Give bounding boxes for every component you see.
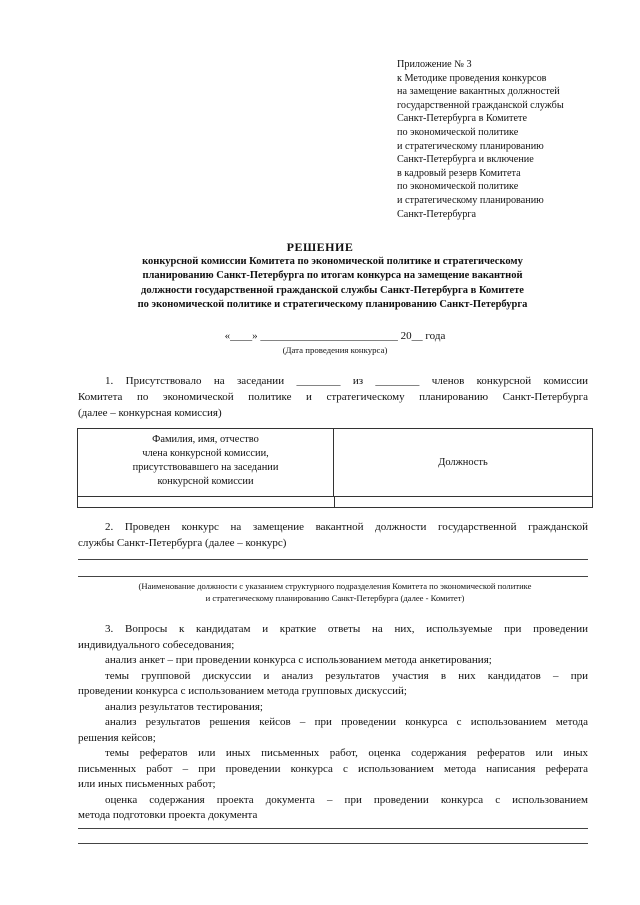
appendix-line: Санкт-Петербурга и включение: [397, 154, 534, 166]
section-3-line: или иных письменных работ;: [78, 778, 216, 790]
section-1-line: 1. Присутствовало на заседании ________ из ________ членов конкурсной комиссии: [105, 375, 588, 387]
document-subtitle: [80, 255, 585, 313]
subtitle-line: должности государственной гражданской службы Санкт-Петербурга в Комитете: [141, 284, 524, 296]
appendix-line: по экономической политике: [397, 126, 519, 138]
section-1: [78, 373, 588, 421]
section-1-line: Комитета по экономической политике и стратегическому планированию Санкт-Петербурга: [78, 391, 588, 403]
commission-members-table: [77, 428, 593, 508]
section-3-line: решения кейсов;: [78, 731, 156, 744]
section-3-line: анализ анкет – при проведении конкурса с использованием метода анкетирования;: [105, 654, 492, 666]
section-3-line: анализ результатов решения кейсов – при проведении конкурса с использованием метода: [105, 716, 588, 728]
section-3-line: проведении конкурса с использованием метода групповых дискуссий;: [78, 685, 407, 697]
header-line: Фамилия, имя, отчество: [152, 434, 259, 445]
section-3-line: 3. Вопросы к кандидатам и краткие ответы на них, используемые при проведении: [105, 623, 588, 635]
section-2-line: службы Санкт-Петербурга (далее – конкурс): [78, 537, 287, 549]
caption-line: и стратегическому планированию Санкт-Петербурга (далее - Комитет): [205, 593, 465, 603]
blank-line: [78, 843, 588, 844]
caption-line: (Наименование должности с указанием структурного подразделения Комитета по экономической политике: [138, 581, 532, 591]
section-3-line: индивидуального собеседования;: [78, 638, 235, 651]
table-header-position: Должность: [438, 457, 488, 468]
appendix-line: по экономической политике: [397, 181, 519, 193]
section-3-line: темы рефератов или иных письменных работ, оценка содержания рефератов или иных: [105, 747, 588, 759]
appendix-line: на замещение вакантных должностей: [397, 86, 560, 98]
blank-line: [78, 828, 588, 829]
section-3-line: метода подготовки проекта документа: [78, 809, 258, 821]
appendix-line: и стратегическому планированию: [397, 140, 544, 152]
table-column-divider: [334, 496, 335, 508]
table-row-divider: [78, 496, 592, 497]
header-line: конкурсной комиссии: [157, 476, 254, 487]
subtitle-line: конкурсной комиссии Комитета по экономической политике и стратегическому: [142, 256, 523, 267]
blank-line: [78, 559, 588, 560]
appendix-line: государственной гражданской службы: [397, 99, 564, 111]
section-3: [78, 622, 588, 824]
section-1-line: (далее – конкурсная комиссия): [78, 407, 222, 419]
document-title: РЕШЕНИЕ: [286, 240, 354, 254]
section-3-line: оценка содержания проекта документа – при проведении конкурса с использованием: [105, 793, 588, 806]
section-3-line: письменных работ – при проведении конкурса с использованием метода написания реферата: [78, 762, 588, 775]
section-2: [78, 519, 588, 551]
section-3-line: анализ результатов тестирования;: [105, 700, 263, 713]
appendix-note: [397, 58, 632, 221]
appendix-line: Санкт-Петербурга в Комитете: [397, 113, 527, 125]
position-caption: [70, 580, 600, 604]
appendix-line: в кадровый резерв Комитета: [397, 167, 521, 179]
appendix-line: Приложение № 3: [397, 59, 472, 70]
section-2-line: 2. Проведен конкурс на замещение вакантной должности государственной гражданской: [105, 521, 588, 533]
subtitle-line: планированию Санкт-Петербурга по итогам конкурса на замещение вакантной: [142, 270, 523, 282]
table-header-name: [78, 429, 334, 496]
header-line: присутствовавшего на заседании: [132, 462, 279, 473]
blank-line: [78, 576, 588, 577]
section-3-line: темы групповой дискуссии и анализ результатов участия в них кандидатов – при: [105, 669, 588, 682]
date-hint: (Дата проведения конкурса): [282, 345, 388, 355]
appendix-line: к Методике проведения конкурсов: [397, 72, 547, 84]
header-line: члена конкурсной комиссии,: [142, 448, 269, 459]
date-line: «____» _________________________ 20__ года: [224, 330, 446, 342]
appendix-line: и стратегическому планированию: [397, 194, 544, 206]
appendix-line: Санкт-Петербурга: [397, 208, 477, 220]
subtitle-line: по экономической политике и стратегическому планированию Санкт-Петербурга: [137, 299, 528, 311]
